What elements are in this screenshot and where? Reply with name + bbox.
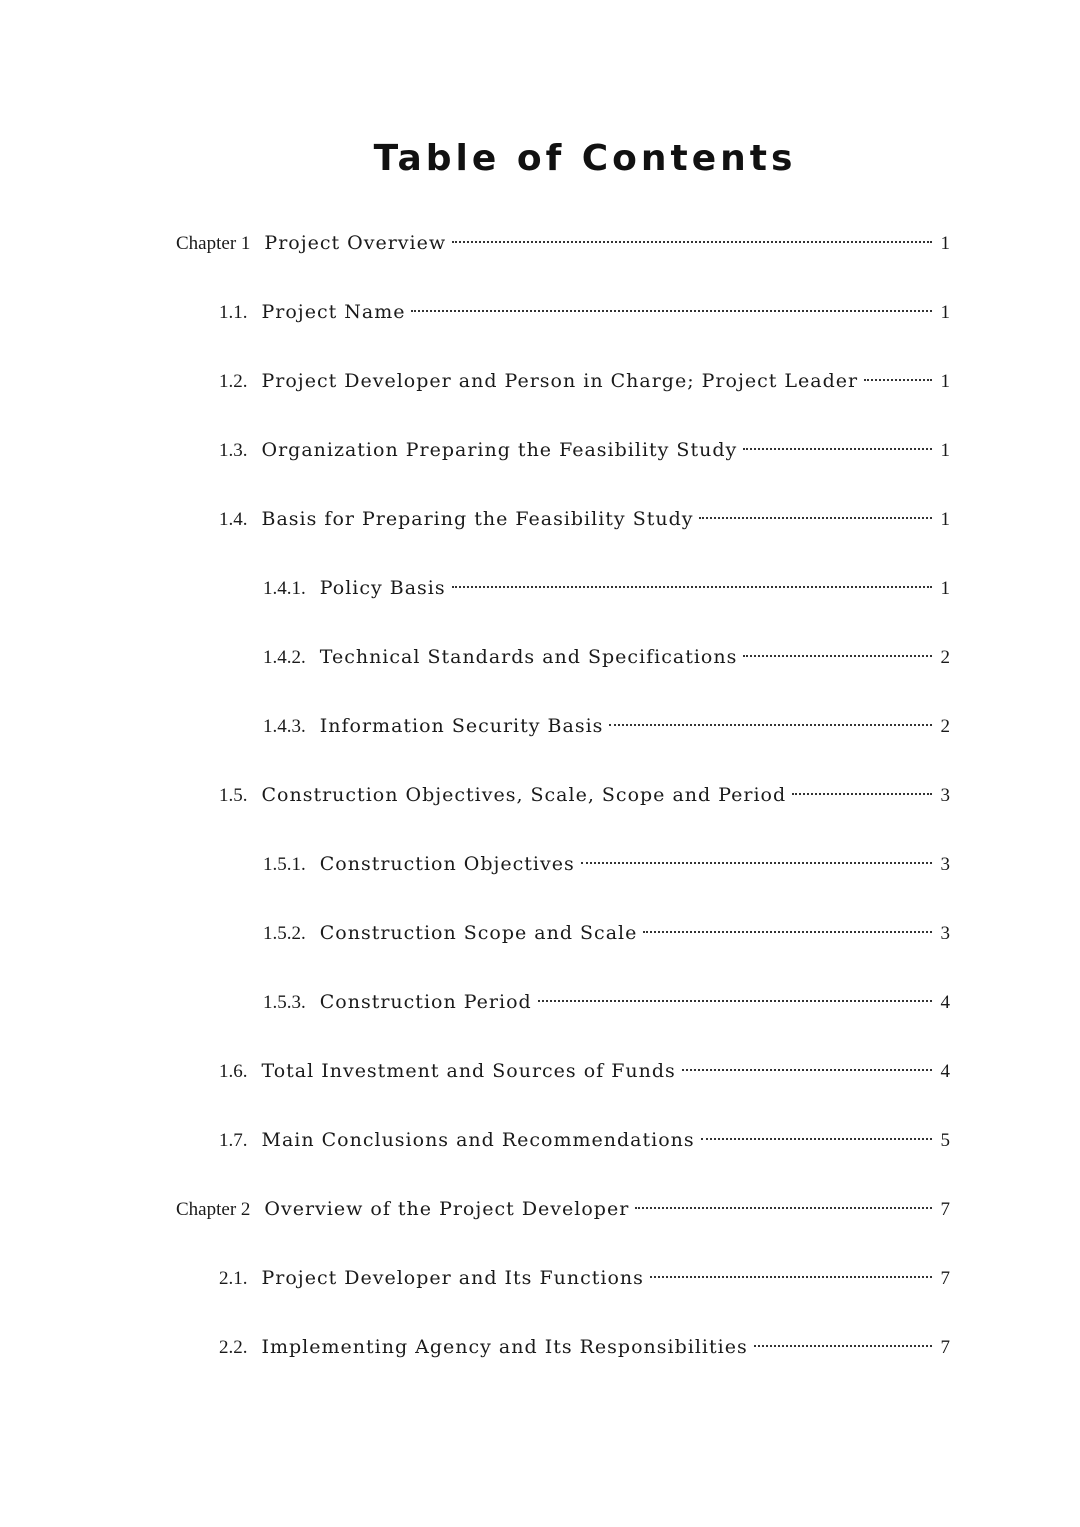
toc-dot-leader bbox=[581, 862, 932, 864]
toc-entry-page: 1 bbox=[940, 302, 950, 323]
toc-dot-leader bbox=[452, 586, 932, 588]
toc-entry[interactable] bbox=[219, 433, 950, 467]
toc-entry-page: 2 bbox=[940, 716, 950, 737]
toc-entry-number: 1.7. bbox=[219, 1130, 248, 1151]
toc-entry-number: 1.1. bbox=[219, 302, 248, 323]
toc-entry[interactable] bbox=[219, 1261, 950, 1295]
toc-entry-title: Project Name bbox=[261, 301, 406, 323]
toc-entry-title: Information Security Basis bbox=[319, 715, 604, 737]
toc-dot-leader bbox=[452, 241, 932, 243]
toc-entry-title: Implementing Agency and Its Responsibilities bbox=[261, 1336, 748, 1358]
toc-entry-page: 1 bbox=[940, 371, 950, 392]
toc-entry-page: 7 bbox=[940, 1337, 950, 1358]
toc-entry[interactable] bbox=[176, 226, 950, 260]
toc-entry-title: Construction Period bbox=[319, 991, 532, 1013]
toc-entry-number: 1.4.2. bbox=[263, 647, 306, 668]
toc-entry[interactable] bbox=[263, 916, 950, 950]
toc-entry-number: 1.3. bbox=[219, 440, 248, 461]
toc-entry-title: Main Conclusions and Recommendations bbox=[261, 1129, 695, 1151]
toc-entry-number: 1.5. bbox=[219, 785, 248, 806]
toc-entry[interactable] bbox=[219, 1123, 950, 1157]
toc-entry[interactable] bbox=[263, 985, 950, 1019]
toc-entry[interactable] bbox=[263, 571, 950, 605]
toc-entry-title: Construction Objectives bbox=[319, 853, 575, 875]
toc-entry-number: 1.4.3. bbox=[263, 716, 306, 737]
toc-dot-leader bbox=[650, 1276, 932, 1278]
toc-entry-title: Project Developer and Its Functions bbox=[261, 1267, 644, 1289]
toc-entry-page: 1 bbox=[940, 509, 950, 530]
toc-entry-page: 4 bbox=[940, 1061, 950, 1082]
toc-dot-leader bbox=[682, 1069, 932, 1071]
toc-entry-page: 7 bbox=[940, 1268, 950, 1289]
toc-entry-title: Construction Scope and Scale bbox=[319, 922, 638, 944]
toc-entry[interactable] bbox=[219, 502, 950, 536]
toc-entry-number: 1.2. bbox=[219, 371, 248, 392]
toc-dot-leader bbox=[635, 1207, 932, 1209]
toc-entry-title: Project Overview bbox=[264, 232, 447, 254]
toc-dot-leader bbox=[699, 517, 932, 519]
toc-entry-number: 1.5.3. bbox=[263, 992, 306, 1013]
toc-entry[interactable] bbox=[219, 364, 950, 398]
toc-entry[interactable] bbox=[219, 1330, 950, 1364]
toc-entry-page: 2 bbox=[940, 647, 950, 668]
toc-entry-number: 1.4. bbox=[219, 509, 248, 530]
toc-entry[interactable] bbox=[263, 709, 950, 743]
toc-entry-number: 1.4.1. bbox=[263, 578, 306, 599]
toc-entry-page: 4 bbox=[940, 992, 950, 1013]
toc-entry-page: 3 bbox=[940, 854, 950, 875]
toc-entry-title: Technical Standards and Specifications bbox=[319, 646, 738, 668]
toc-dot-leader bbox=[643, 931, 932, 933]
toc-dot-leader bbox=[792, 793, 932, 795]
toc-entry[interactable] bbox=[219, 1054, 950, 1088]
toc-entry-page: 1 bbox=[940, 440, 950, 461]
toc-entry-number: Chapter 2 bbox=[176, 1199, 251, 1220]
toc-dot-leader bbox=[538, 1000, 932, 1002]
toc-entry[interactable] bbox=[219, 778, 950, 812]
toc-entry-title: Policy Basis bbox=[319, 577, 446, 599]
toc-entry-page: 1 bbox=[940, 233, 950, 254]
toc-entry-title: Organization Preparing the Feasibility Study bbox=[261, 439, 738, 461]
toc-entry[interactable] bbox=[263, 847, 950, 881]
toc-entry-title: Project Developer and Person in Charge; Project Leader bbox=[261, 370, 859, 392]
toc-entry[interactable] bbox=[176, 1192, 950, 1226]
toc-entry[interactable] bbox=[219, 295, 950, 329]
toc-dot-leader bbox=[743, 448, 932, 450]
toc-entry-number: 2.1. bbox=[219, 1268, 248, 1289]
toc-entry-page: 3 bbox=[940, 923, 950, 944]
toc-entry-number: 2.2. bbox=[219, 1337, 248, 1358]
toc-entry-page: 5 bbox=[940, 1130, 950, 1151]
toc-dot-leader bbox=[754, 1345, 932, 1347]
toc-entry-number: Chapter 1 bbox=[176, 233, 251, 254]
toc-dot-leader bbox=[609, 724, 932, 726]
toc-entry-number: 1.5.2. bbox=[263, 923, 306, 944]
toc-entry-number: 1.6. bbox=[219, 1061, 248, 1082]
toc-entry-title: Total Investment and Sources of Funds bbox=[261, 1060, 676, 1082]
toc-entry-title: Basis for Preparing the Feasibility Study bbox=[261, 508, 694, 530]
toc-dot-leader bbox=[743, 655, 932, 657]
toc-dot-leader bbox=[411, 310, 932, 312]
toc-entry-page: 7 bbox=[940, 1199, 950, 1220]
toc-entry-page: 1 bbox=[940, 578, 950, 599]
toc-dot-leader bbox=[864, 379, 932, 381]
toc-entry-number: 1.5.1. bbox=[263, 854, 306, 875]
toc-entry[interactable] bbox=[263, 640, 950, 674]
toc-entry-title: Construction Objectives, Scale, Scope and Period bbox=[261, 784, 787, 806]
toc-entry-page: 3 bbox=[940, 785, 950, 806]
page-title: Table of Contents bbox=[373, 138, 797, 179]
toc-dot-leader bbox=[701, 1138, 932, 1140]
toc-entry-title: Overview of the Project Developer bbox=[264, 1198, 630, 1220]
